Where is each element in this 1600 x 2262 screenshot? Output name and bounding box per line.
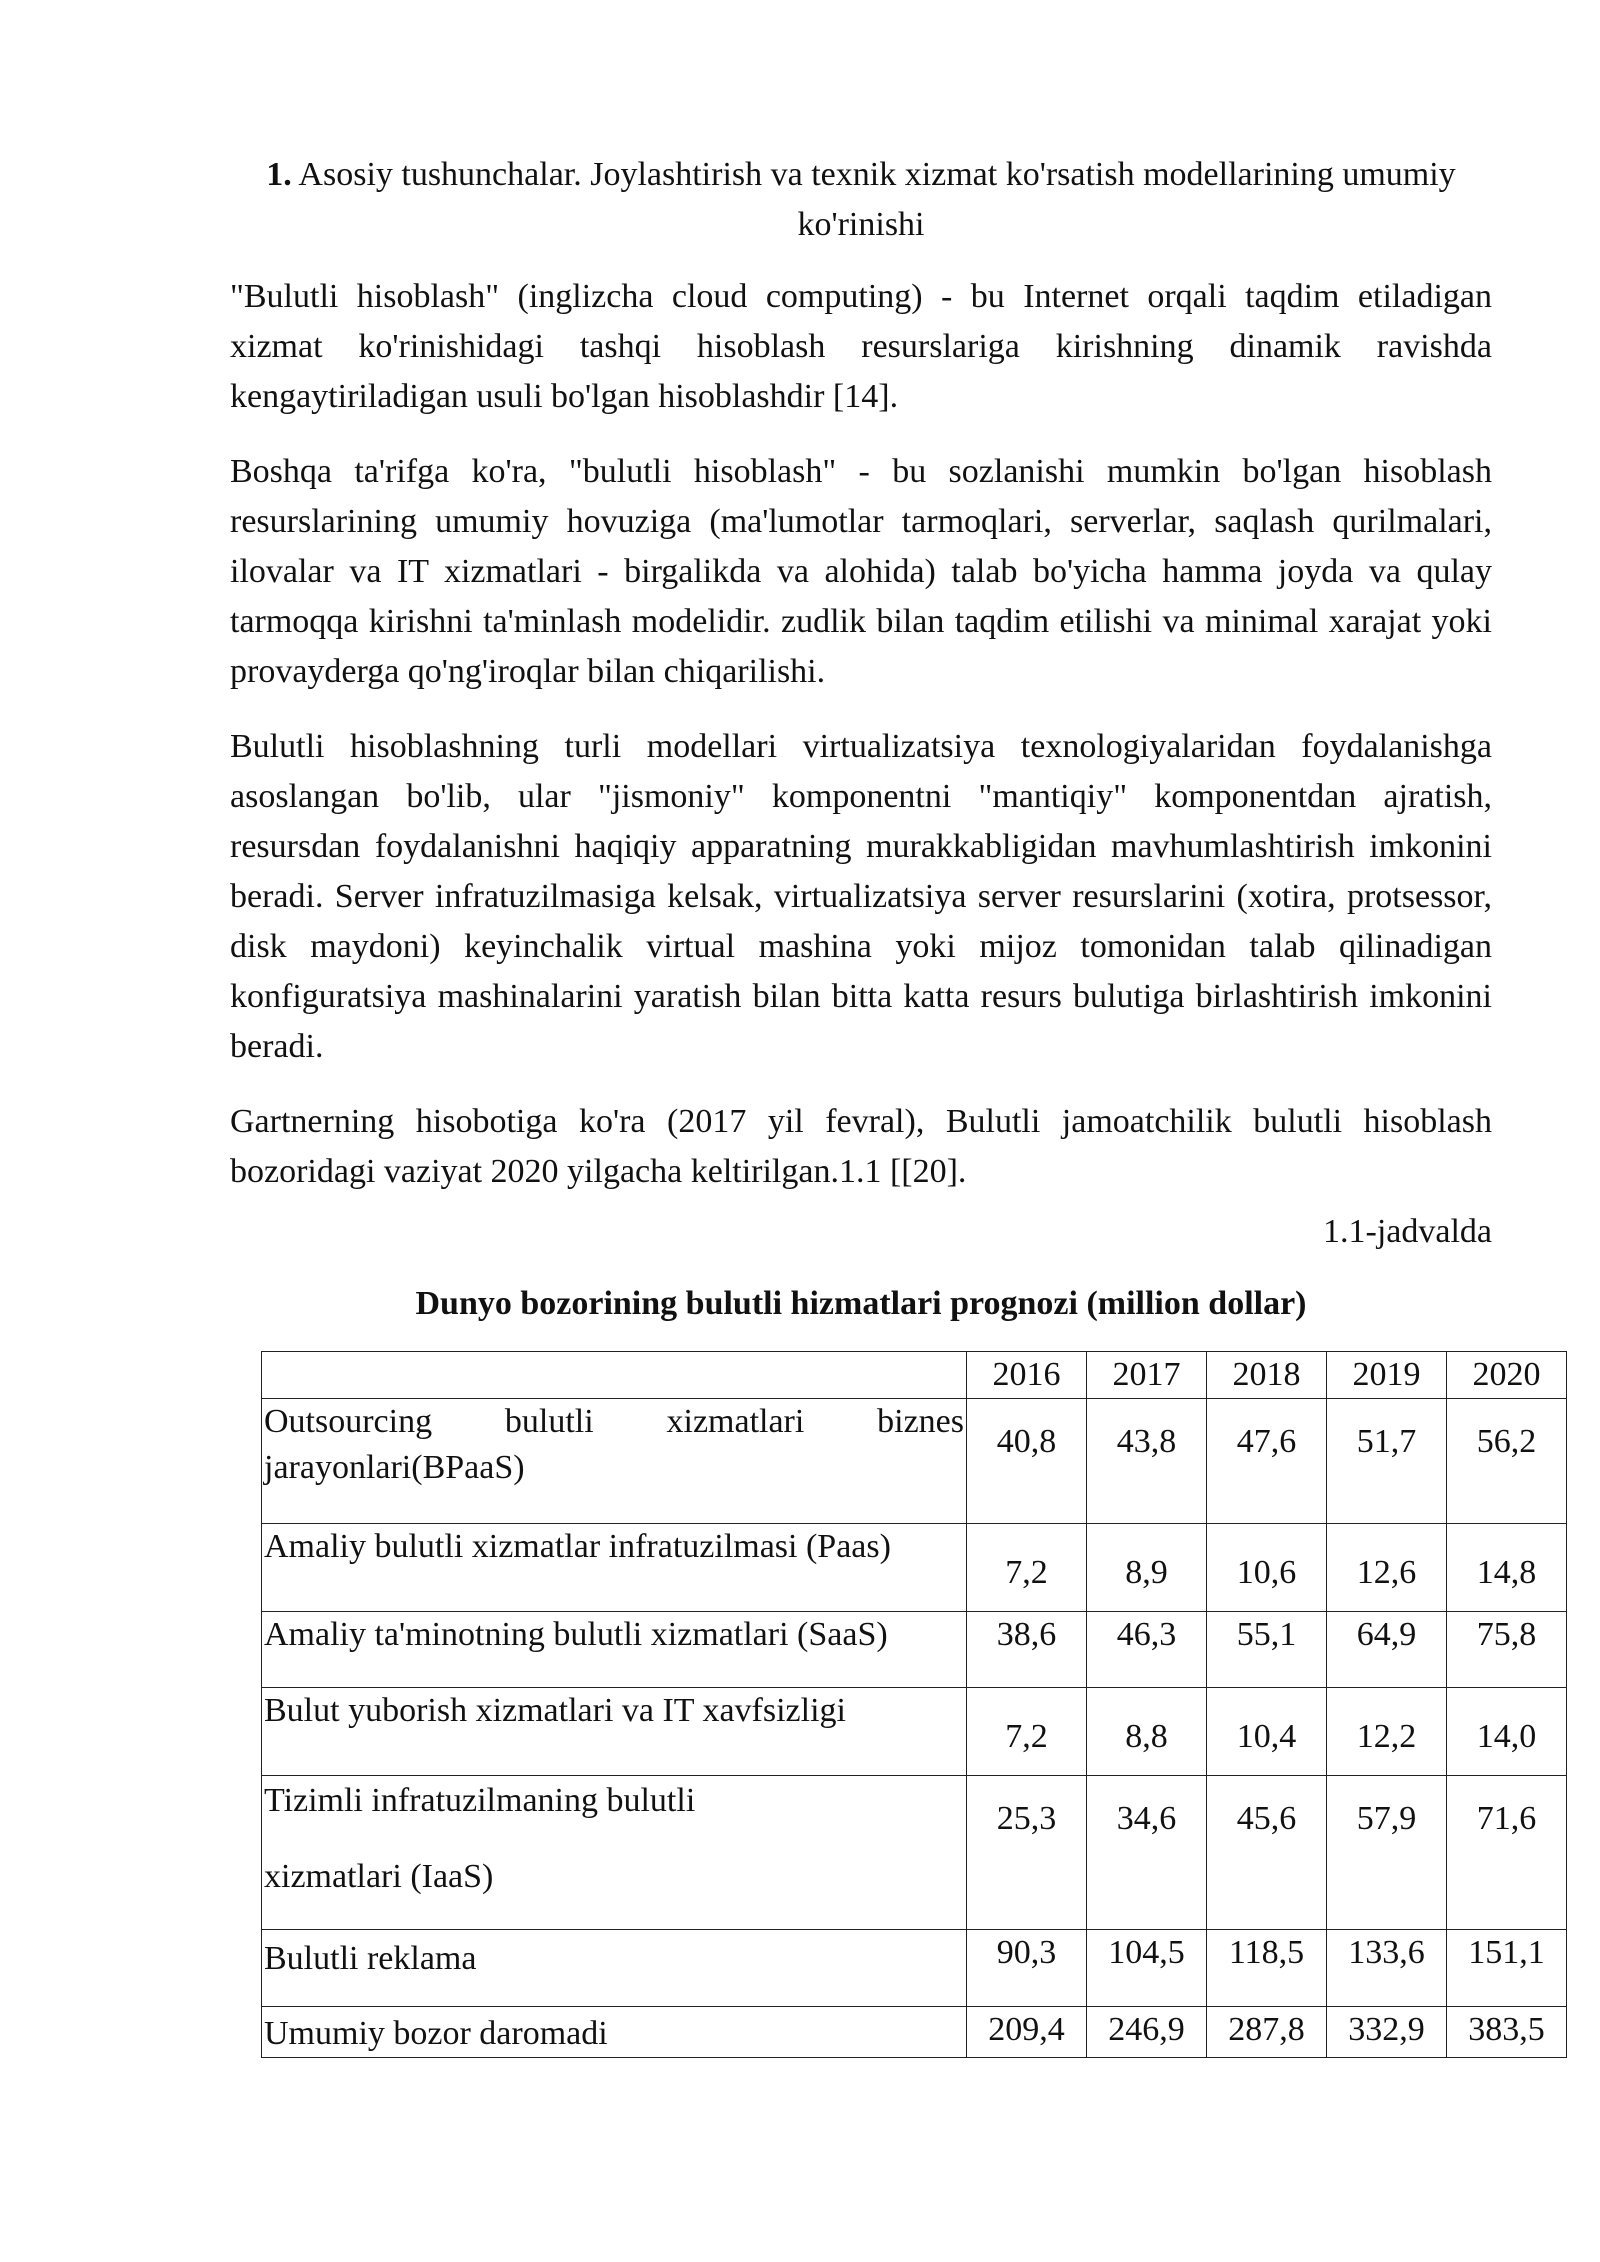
document-page (230, 150, 1545, 2058)
table-row (262, 1930, 1567, 2007)
row-label (262, 1776, 967, 1930)
table-cell: 14,0 (1447, 1688, 1567, 1776)
year-header: 2018 (1207, 1352, 1327, 1399)
row-label: Amaliy bulutli xizmatlar infratuzilmasi (Paas) (262, 1524, 967, 1612)
table-cell: 75,8 (1447, 1612, 1567, 1688)
table-cell: 383,5 (1447, 2007, 1567, 2058)
paragraph-1: "Bulutli hisoblash" (inglizcha cloud computing) - bu Internet orqali taqdim etiladigan xizmat ko'rinishidagi tashqi hisoblash resurslariga kirishning dinamik ravishda kengaytiriladigan usuli bo'lgan hisoblashdir [14]. (230, 278, 1492, 415)
table-cell: 7,2 (967, 1524, 1087, 1612)
table-cell: 7,2 (967, 1688, 1087, 1776)
table-cell: 46,3 (1087, 1612, 1207, 1688)
row-label: Umumiy bozor daromadi (262, 2007, 967, 2058)
table-cell: 90,3 (967, 1930, 1087, 2007)
paragraph-3: Bulutli hisoblashning turli modellari virtualizatsiya texnologiyalaridan foydalanishga asoslangan bo'lib, ular "jismoniy" komponentni "mantiqiy" komponentdan ajratish, resursdan foydalanishni haqiqiy apparatning murakkabligidan mavhumlashtirish imkonini beradi. Server infratuzilmasiga kelsak, virtualizatsiya server resurslarini (xotira, protsessor, disk maydoni) keyinchalik virtual mashina yoki mijoz tomonidan talab qilinadigan konfiguratsiya mashinalarini yaratish bilan bitta katta resurs bulutiga birlashtirish imkonini beradi. (230, 728, 1492, 1065)
year-header: 2016 (967, 1352, 1087, 1399)
table-cell: 8,9 (1087, 1524, 1207, 1612)
table-cell: 287,8 (1207, 2007, 1327, 2058)
forecast-table (261, 1351, 1567, 2058)
section-title: Asosiy tushunchalar. Joylashtirish va texnik xizmat ko'rsatish modellarining umumiy ko'rinishi (291, 156, 1456, 243)
table-row (262, 1776, 1567, 1930)
table-cell: 45,6 (1207, 1776, 1327, 1930)
year-header: 2019 (1327, 1352, 1447, 1399)
table-cell: 71,6 (1447, 1776, 1567, 1930)
paragraph-4: Gartnerning hisobotiga ko'ra (2017 yil fevral), Bulutli jamoatchilik bulutli hisoblash bozoridagi vaziyat 2020 yilgacha keltirilgan.1.1 [[20]. (230, 1103, 1492, 1190)
row-label: Amaliy ta'minotning bulutli xizmatlari (SaaS) (262, 1612, 967, 1688)
table-cell: 10,4 (1207, 1688, 1327, 1776)
table-row (262, 1688, 1567, 1776)
table-cell: 43,8 (1087, 1399, 1207, 1524)
table-row (262, 1524, 1567, 1612)
table-title: Dunyo bozorining bulutli hizmatlari prognozi (million dollar) (415, 1285, 1307, 1322)
table-cell: 14,8 (1447, 1524, 1567, 1612)
row-label-line: Tizimli infratuzilmaning bulutli (264, 1782, 696, 1819)
table-cell: 51,7 (1327, 1399, 1447, 1524)
table-reference: 1.1-jadvalda (1323, 1213, 1492, 1250)
table-cell: 47,6 (1207, 1399, 1327, 1524)
table-cell: 133,6 (1327, 1930, 1447, 2007)
table-cell: 332,9 (1327, 2007, 1447, 2058)
table-cell: 38,6 (967, 1612, 1087, 1688)
table-cell: 55,1 (1207, 1612, 1327, 1688)
row-label: Bulut yuborish xizmatlari va IT xavfsizligi (262, 1688, 967, 1776)
table-cell: 104,5 (1087, 1930, 1207, 2007)
table-row (262, 2007, 1567, 2058)
table-cell: 40,8 (967, 1399, 1087, 1524)
section-number: 1. (266, 156, 292, 193)
table-cell: 8,8 (1087, 1688, 1207, 1776)
table-cell: 12,2 (1327, 1688, 1447, 1776)
table-cell: 118,5 (1207, 1930, 1327, 2007)
row-label: Bulutli reklama (262, 1930, 967, 2007)
year-header: 2020 (1447, 1352, 1567, 1399)
year-header: 2017 (1087, 1352, 1207, 1399)
table-cell: 25,3 (967, 1776, 1087, 1930)
table-cell: 57,9 (1327, 1776, 1447, 1930)
table-cell: 56,2 (1447, 1399, 1567, 1524)
table-cell: 12,6 (1327, 1524, 1447, 1612)
row-label-line: xizmatlari (IaaS) (264, 1858, 494, 1895)
paragraph-2: Boshqa ta'rifga ko'ra, "bulutli hisoblash" - bu sozlanishi mumkin bo'lgan hisoblash resurslarining umumiy hovuziga (ma'lumotlar tarmoqlari, serverlar, saqlash qurilmalari, ilovalar va IT xizmatlari - birgalikda va alohida) talab bo'yicha hamma joyda va qulay tarmoqqa kirishni ta'minlash modelidir. zudlik bilan taqdim etilishi va minimal xarajat yoki provayderga qo'ng'iroqlar bilan chiqarilishi. (230, 453, 1492, 690)
table-cell: 10,6 (1207, 1524, 1327, 1612)
table-cell: 34,6 (1087, 1776, 1207, 1930)
table-cell: 151,1 (1447, 1930, 1567, 2007)
table-cell: 246,9 (1087, 2007, 1207, 2058)
header-empty-cell (262, 1352, 967, 1399)
table-cell: 64,9 (1327, 1612, 1447, 1688)
section-heading (230, 150, 1492, 250)
table-cell: 209,4 (967, 2007, 1087, 2058)
table-row (262, 1612, 1567, 1688)
row-label: Outsourcing bulutli xizmatlari biznes jarayonlari(BPaaS) (262, 1399, 967, 1524)
table-header-row (262, 1352, 1567, 1399)
table-row (262, 1399, 1567, 1524)
